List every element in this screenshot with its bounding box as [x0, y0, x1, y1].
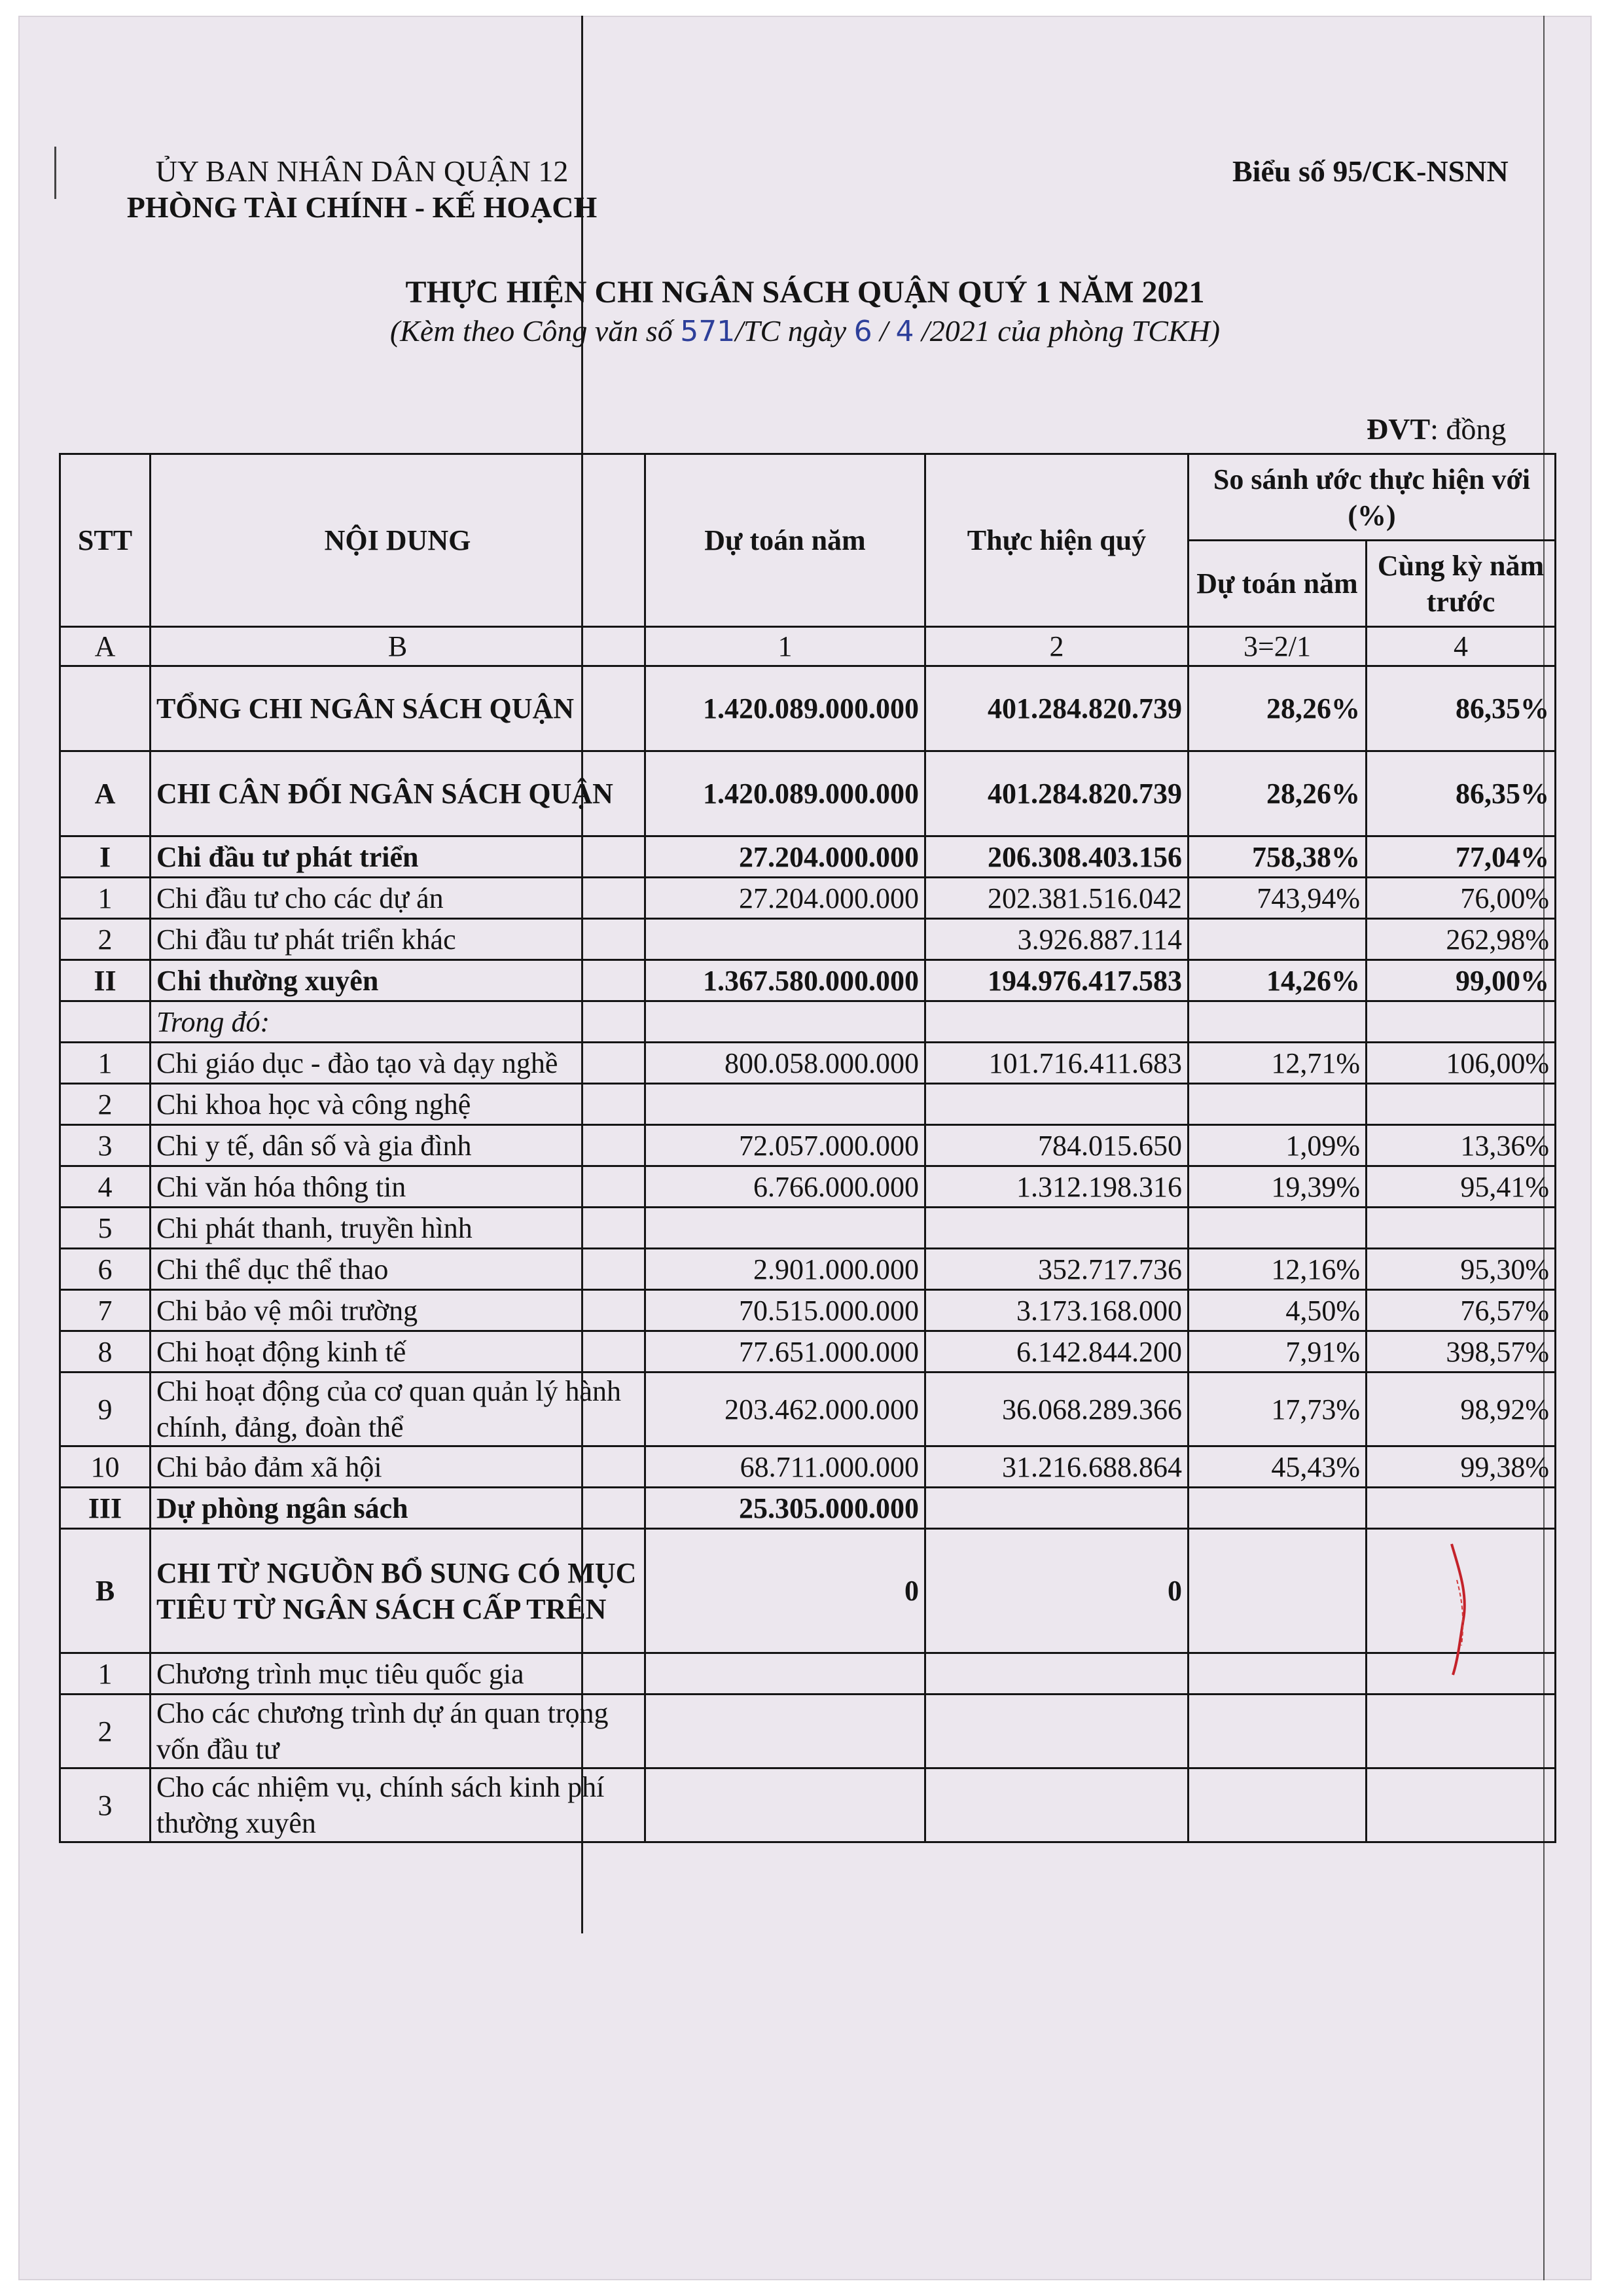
row-estimate [645, 1653, 925, 1695]
row-pct-prev: 98,92% [1367, 1372, 1556, 1446]
row-stt: 6 [60, 1249, 151, 1290]
subtitle-sep: / [872, 314, 896, 348]
header-actual: Thực hiện quý [925, 454, 1189, 627]
issuing-agency [84, 153, 640, 225]
row-pct-prev: 398,57% [1367, 1331, 1556, 1372]
row-content: TỔNG CHI NGÂN SÁCH QUẬN [151, 666, 645, 751]
row-stt: 7 [60, 1290, 151, 1331]
table-row [60, 1653, 1556, 1695]
col-code: 4 [1367, 627, 1556, 666]
col-code: 2 [925, 627, 1189, 666]
unit-abbrev: ĐVT [1367, 412, 1431, 446]
row-pct-estimate: 19,39% [1189, 1166, 1367, 1208]
row-pct-estimate [1189, 919, 1367, 960]
row-estimate: 70.515.000.000 [645, 1290, 925, 1331]
row-pct-prev [1367, 1768, 1556, 1842]
row-stt: 5 [60, 1208, 151, 1249]
row-pct-estimate: 12,16% [1189, 1249, 1367, 1290]
row-actual [925, 1001, 1189, 1043]
row-content: Chi thể dục thể thao [151, 1249, 645, 1290]
row-stt: 8 [60, 1331, 151, 1372]
header-estimate: Dự toán năm [645, 454, 925, 627]
header-compare-estimate: Dự toán năm [1189, 541, 1367, 627]
row-content: Chi giáo dục - đào tạo và dạy nghề [151, 1043, 645, 1084]
scan-dots-left [54, 147, 56, 199]
row-pct-prev: 13,36% [1367, 1125, 1556, 1166]
table-row [60, 836, 1556, 878]
row-pct-estimate: 1,09% [1189, 1125, 1367, 1166]
row-pct-estimate [1189, 1768, 1367, 1842]
row-stt: 4 [60, 1166, 151, 1208]
row-estimate: 77.651.000.000 [645, 1331, 925, 1372]
col-code: B [151, 627, 645, 666]
table-row [60, 1446, 1556, 1488]
row-stt: 2 [60, 919, 151, 960]
subtitle-prefix: (Kèm theo Công văn số [389, 314, 681, 348]
row-actual [925, 1695, 1189, 1768]
row-pct-prev: 262,98% [1367, 919, 1556, 960]
row-actual: 194.976.417.583 [925, 960, 1189, 1001]
row-content: Chi hoạt động của cơ quan quản lý hành chính, đảng, đoàn thể [151, 1372, 645, 1446]
subtitle-mid: /TC ngày [735, 314, 854, 348]
row-actual: 6.142.844.200 [925, 1331, 1189, 1372]
document-title: THỰC HIỆN CHI NGÂN SÁCH QUẬN QUÝ 1 NĂM 2021 [405, 275, 1205, 310]
row-pct-prev: 76,00% [1367, 878, 1556, 919]
form-number: Biểu số 95/CK-NSNN [1232, 154, 1509, 188]
row-stt: 3 [60, 1125, 151, 1166]
header-compare: So sánh ước thực hiện với (%) [1189, 454, 1556, 541]
table-row [60, 1529, 1556, 1653]
row-content: Trong đó: [151, 1001, 645, 1043]
row-estimate: 203.462.000.000 [645, 1372, 925, 1446]
table-row [60, 1290, 1556, 1331]
row-actual: 784.015.650 [925, 1125, 1189, 1166]
row-pct-prev [1367, 1208, 1556, 1249]
row-content: Cho các nhiệm vụ, chính sách kinh phí thường xuyên [151, 1768, 645, 1842]
row-pct-estimate [1189, 1084, 1367, 1125]
row-content: Chi bảo đảm xã hội [151, 1446, 645, 1488]
row-estimate: 1.420.089.000.000 [645, 751, 925, 836]
row-actual: 3.926.887.114 [925, 919, 1189, 960]
row-actual: 202.381.516.042 [925, 878, 1189, 919]
row-pct-estimate [1189, 1653, 1367, 1695]
row-pct-estimate: 4,50% [1189, 1290, 1367, 1331]
col-code: 1 [645, 627, 925, 666]
row-pct-prev [1367, 1084, 1556, 1125]
row-stt: 2 [60, 1084, 151, 1125]
row-pct-estimate: 743,94% [1189, 878, 1367, 919]
row-content: Chi đầu tư cho các dự án [151, 878, 645, 919]
row-estimate: 27.204.000.000 [645, 836, 925, 878]
row-pct-prev: 86,35% [1367, 666, 1556, 751]
col-code: A [60, 627, 151, 666]
row-estimate: 1.420.089.000.000 [645, 666, 925, 751]
row-pct-prev [1367, 1001, 1556, 1043]
row-pct-estimate: 28,26% [1189, 751, 1367, 836]
row-pct-prev: 106,00% [1367, 1043, 1556, 1084]
row-stt: 2 [60, 1695, 151, 1768]
row-pct-prev: 99,00% [1367, 960, 1556, 1001]
col-code: 3=2/1 [1189, 627, 1367, 666]
row-stt: I [60, 836, 151, 878]
row-pct-estimate: 758,38% [1189, 836, 1367, 878]
row-estimate: 2.901.000.000 [645, 1249, 925, 1290]
table-row [60, 1166, 1556, 1208]
scanned-page [18, 16, 1592, 2280]
row-stt: A [60, 751, 151, 836]
row-estimate [645, 1695, 925, 1768]
row-estimate [645, 1208, 925, 1249]
row-content: Chi bảo vệ môi trường [151, 1290, 645, 1331]
row-content: Chi đầu tư phát triển khác [151, 919, 645, 960]
agency-line-2: PHÒNG TÀI CHÍNH - KẾ HOẠCH [126, 190, 598, 224]
row-stt: 1 [60, 878, 151, 919]
table-row [60, 666, 1556, 751]
row-pct-prev: 95,30% [1367, 1249, 1556, 1290]
unit-value: : đồng [1430, 412, 1507, 446]
table-row [60, 960, 1556, 1001]
handwritten-doc-number: 571 [680, 315, 736, 348]
row-stt: 3 [60, 1768, 151, 1842]
row-actual: 101.716.411.683 [925, 1043, 1189, 1084]
table-row [60, 1331, 1556, 1372]
row-actual [925, 1208, 1189, 1249]
row-pct-estimate [1189, 1695, 1367, 1768]
row-estimate: 27.204.000.000 [645, 878, 925, 919]
row-content: Cho các chương trình dự án quan trọng vốn đầu tư [151, 1695, 645, 1768]
row-actual: 401.284.820.739 [925, 666, 1189, 751]
row-content: Dự phòng ngân sách [151, 1488, 645, 1529]
table-row [60, 1768, 1556, 1842]
agency-line-1: ỦY BAN NHÂN DÂN QUẬN 12 [155, 154, 569, 188]
table-row [60, 1488, 1556, 1529]
row-actual [925, 1653, 1189, 1695]
table-row [60, 878, 1556, 919]
row-stt: B [60, 1529, 151, 1653]
row-stt [60, 1001, 151, 1043]
row-actual: 206.308.403.156 [925, 836, 1189, 878]
row-pct-prev [1367, 1695, 1556, 1768]
row-pct-estimate: 14,26% [1189, 960, 1367, 1001]
row-pct-prev [1367, 1488, 1556, 1529]
row-content: Chi đầu tư phát triển [151, 836, 645, 878]
table-row [60, 1372, 1556, 1446]
header-compare-prev: Cùng kỳ năm trước [1367, 541, 1556, 627]
row-pct-prev: 95,41% [1367, 1166, 1556, 1208]
document-subtitle [18, 314, 1592, 348]
row-pct-estimate: 17,73% [1189, 1372, 1367, 1446]
row-actual: 36.068.289.366 [925, 1372, 1189, 1446]
row-content: CHI TỪ NGUỒN BỔ SUNG CÓ MỤC TIÊU TỪ NGÂN SÁCH CẤP TRÊN [151, 1529, 645, 1653]
handwritten-month: 4 [895, 315, 914, 348]
row-pct-estimate [1189, 1001, 1367, 1043]
row-actual [925, 1488, 1189, 1529]
red-pen-mark [1439, 1541, 1478, 1678]
row-stt: 10 [60, 1446, 151, 1488]
row-estimate: 0 [645, 1529, 925, 1653]
row-actual: 31.216.688.864 [925, 1446, 1189, 1488]
row-estimate [645, 1001, 925, 1043]
row-estimate: 1.367.580.000.000 [645, 960, 925, 1001]
subtitle-suffix: /2021 của phòng TCKH) [914, 314, 1221, 348]
row-pct-prev: 76,57% [1367, 1290, 1556, 1331]
row-actual [925, 1084, 1189, 1125]
row-content: Chi hoạt động kinh tế [151, 1331, 645, 1372]
table-body [60, 666, 1556, 1842]
row-pct-prev: 86,35% [1367, 751, 1556, 836]
row-pct-estimate [1189, 1529, 1367, 1653]
handwritten-day: 6 [853, 315, 872, 348]
table-row [60, 1125, 1556, 1166]
table-row [60, 1043, 1556, 1084]
row-pct-estimate: 12,71% [1189, 1043, 1367, 1084]
row-actual: 352.717.736 [925, 1249, 1189, 1290]
row-content: Chi văn hóa thông tin [151, 1166, 645, 1208]
table-row [60, 1249, 1556, 1290]
unit-label [1367, 412, 1506, 446]
row-actual: 3.173.168.000 [925, 1290, 1189, 1331]
row-content: CHI CÂN ĐỐI NGÂN SÁCH QUẬN [151, 751, 645, 836]
budget-table [59, 453, 1556, 1843]
table-row [60, 919, 1556, 960]
table-row [60, 1001, 1556, 1043]
row-estimate [645, 919, 925, 960]
row-pct-estimate [1189, 1208, 1367, 1249]
row-actual: 1.312.198.316 [925, 1166, 1189, 1208]
header-stt: STT [60, 454, 151, 627]
row-content: Chi thường xuyên [151, 960, 645, 1001]
row-pct-estimate: 45,43% [1189, 1446, 1367, 1488]
row-stt: III [60, 1488, 151, 1529]
table-row [60, 1208, 1556, 1249]
row-content: Chương trình mục tiêu quốc gia [151, 1653, 645, 1695]
row-pct-estimate: 7,91% [1189, 1331, 1367, 1372]
row-pct-prev: 99,38% [1367, 1446, 1556, 1488]
row-estimate [645, 1084, 925, 1125]
row-pct-prev: 77,04% [1367, 836, 1556, 878]
row-pct-estimate [1189, 1488, 1367, 1529]
row-stt: 1 [60, 1653, 151, 1695]
row-stt: 9 [60, 1372, 151, 1446]
row-estimate: 72.057.000.000 [645, 1125, 925, 1166]
row-estimate [645, 1768, 925, 1842]
row-actual [925, 1768, 1189, 1842]
row-estimate: 25.305.000.000 [645, 1488, 925, 1529]
row-estimate: 6.766.000.000 [645, 1166, 925, 1208]
row-estimate: 68.711.000.000 [645, 1446, 925, 1488]
header-content: NỘI DUNG [151, 454, 645, 627]
row-stt: 1 [60, 1043, 151, 1084]
row-content: Chi khoa học và công nghệ [151, 1084, 645, 1125]
table-row [60, 1084, 1556, 1125]
row-content: Chi y tế, dân số và gia đình [151, 1125, 645, 1166]
row-pct-estimate: 28,26% [1189, 666, 1367, 751]
row-actual: 401.284.820.739 [925, 751, 1189, 836]
table-row [60, 751, 1556, 836]
row-stt: II [60, 960, 151, 1001]
row-estimate: 800.058.000.000 [645, 1043, 925, 1084]
row-content: Chi phát thanh, truyền hình [151, 1208, 645, 1249]
row-actual: 0 [925, 1529, 1189, 1653]
row-stt [60, 666, 151, 751]
table-row [60, 1695, 1556, 1768]
